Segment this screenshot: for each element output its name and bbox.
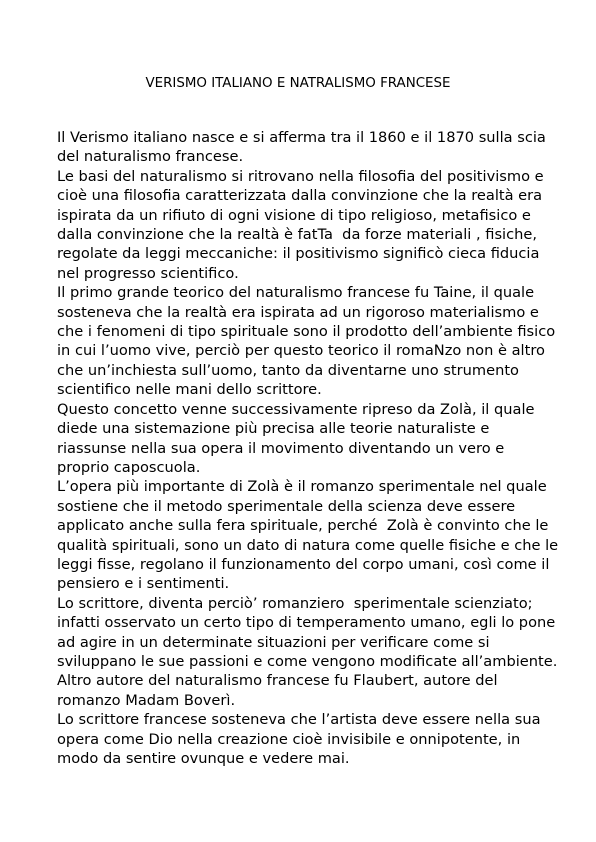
text-line: L’opera più importante di Zolà è il romanzo sperimentale nel quale — [57, 478, 547, 496]
text-line: in cui l’uomo vive, perciò per questo teorico il romaNzo non è altro — [57, 342, 545, 360]
text-line: applicato anche sulla fera spirituale, perché Zolà è convinto che le — [57, 517, 549, 535]
text-line: che i fenomeni di tipo spirituale sono il prodotto dell’ambiente fisico — [57, 323, 556, 341]
text-line: regolate da leggi meccaniche: il positivismo significò cieca fiducia — [57, 245, 540, 263]
text-line: nel progresso scientifico. — [57, 264, 239, 282]
text-line: diede una sistemazione più precisa alle teorie naturaliste e — [57, 420, 490, 438]
text-line: scientifico nelle mani dello scrittore. — [57, 381, 322, 399]
text-line: opera come Dio nella creazione cioè invisibile e onnipotente, in — [57, 730, 521, 748]
document-title: VERISMO ITALIANO E NATRALISMO FRANCESE — [145, 76, 451, 91]
text-line: Le basi del naturalismo si ritrovano nella filosofia del positivismo e — [57, 167, 544, 185]
text-line: proprio caposcuola. — [57, 458, 201, 476]
text-line: qualità spirituali, sono un dato di natura come quelle fisiche e che le — [57, 536, 559, 554]
text-line: modo da sentire ovunque e vedere mai. — [57, 750, 350, 767]
text-line: romanzo Madam Boverì. — [57, 691, 236, 709]
text-line: che un’inchiesta sull’uomo, tanto da diventarne uno strumento — [57, 361, 519, 379]
text-line: sviluppano le sue passioni e come vengono modificate all’ambiente. — [57, 652, 558, 670]
text-line: dalla convinzione che la realtà è fatTa da forze materiali , fisiche, — [57, 226, 537, 244]
text-line: Lo scrittore, diventa perciò’ romanziero sperimentale scienziato; — [57, 594, 533, 612]
document-body — [57, 128, 557, 768]
text-line: riassunse nella sua opera il movimento diventando un vero e — [57, 439, 505, 457]
text-line: leggi fisse, regolano il funzionamento del corpo umani, così come il — [57, 555, 550, 573]
text-line: del naturalismo francese. — [57, 148, 244, 166]
text-line: pensiero e i sentimenti. — [57, 575, 230, 593]
text-line: Questo concetto venne successivamente ripreso da Zolà, il quale — [57, 400, 535, 418]
text-line: ad agire in un determinate situazioni per verificare come si — [57, 633, 490, 651]
text-line: ispirata da un rifiuto di ogni visione di tipo religioso, metafisico e — [57, 206, 531, 224]
text-line: sosteneva che la realtà era ispirata ad un rigoroso materialismo e — [57, 303, 539, 321]
text-line: Il Verismo italiano nasce e si afferma tra il 1860 e il 1870 sulla scia — [57, 129, 546, 146]
text-line: Lo scrittore francese sosteneva che l’artista deve essere nella sua — [57, 711, 541, 729]
text-line: cioè una filosofia caratterizzata dalla convinzione che la realtà era — [57, 187, 543, 205]
text-line: Altro autore del naturalismo francese fu Flaubert, autore del — [57, 672, 498, 690]
text-line: infatti osservato un certo tipo di temperamento umano, egli lo pone — [57, 614, 556, 632]
text-line: sostiene che il metodo sperimentale della scienza deve essere — [57, 497, 516, 515]
text-line: Il primo grande teorico del naturalismo francese fu Taine, il quale — [57, 284, 535, 302]
